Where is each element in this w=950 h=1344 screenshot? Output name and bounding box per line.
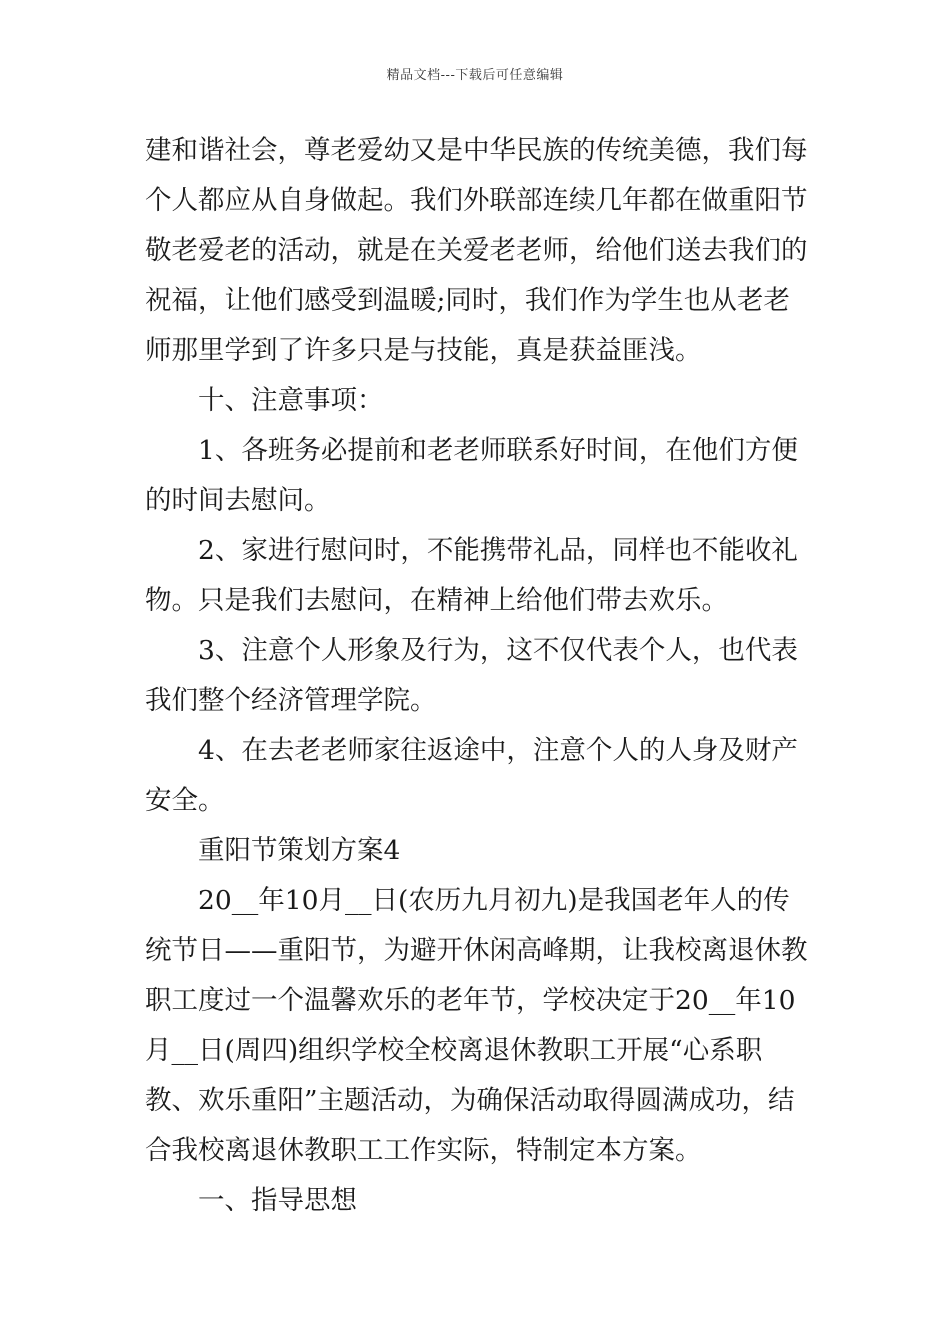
note-item-1: 1、各班务必提前和老老师联系好时间，在他们方便的时间去慰问。 — [145, 435, 798, 516]
section-heading-notes: 十、注意事项： — [198, 385, 384, 416]
section-heading-guiding-thought: 一、指导思想 — [198, 1185, 357, 1216]
plan-intro-paragraph: 20__年10月__日(农历九月初九)是我国老年人的传统节日——重阳节，为避开休闲高峰期，让我校离退休教职工度过一个温馨欢乐的老年节，学校决定于20__年10月__日(周四)组织学校全校离退休教职工开展“心系职教、欢乐重阳”主题活动，为确保活动取得圆满成功，结合我校离退休教职工工作实际，特制定本方案。 — [145, 885, 808, 1166]
paragraph-continuation: 建和谐社会，尊老爱幼又是中华民族的传统美德，我们每个人都应从自身做起。我们外联部连续几年都在做重阳节敬老爱老的活动，就是在关爱老老师，给他们送去我们的祝福，让他们感受到温暖;同时，我们作为学生也从老老师那里学到了许多只是与技能，真是获益匪浅。 — [145, 135, 808, 366]
document-header: 精品文档---下载后可任意编辑 — [386, 68, 564, 83]
plan-title: 重阳节策划方案4 — [198, 835, 401, 866]
note-item-2: 2、家进行慰问时，不能携带礼品，同样也不能收礼物。只是我们去慰问，在精神上给他们带去欢乐。 — [145, 535, 798, 616]
note-item-4: 4、在去老老师家往返途中，注意个人的人身及财产安全。 — [145, 735, 798, 816]
note-item-3: 3、注意个人形象及行为，这不仅代表个人，也代表我们整个经济管理学院。 — [145, 635, 798, 716]
document-body — [145, 126, 815, 1226]
